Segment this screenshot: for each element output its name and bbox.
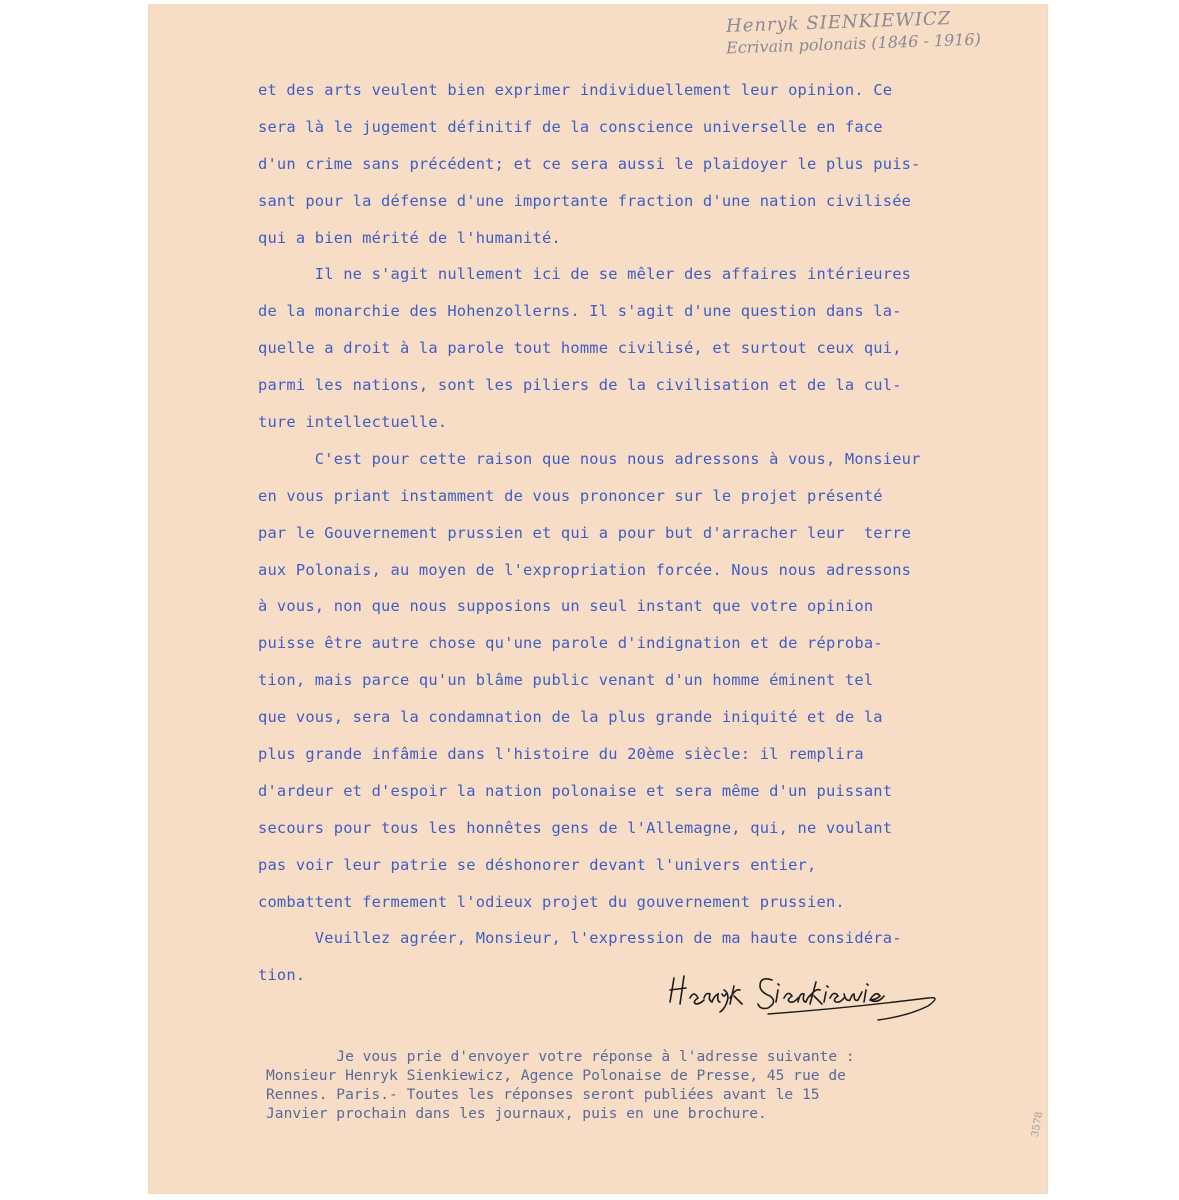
signature-image: [660, 964, 950, 1024]
letter-page: [148, 4, 1048, 1194]
body-line: en vous priant instamment de vous prononcer sur le projet présenté: [258, 486, 883, 505]
note-line: Monsieur Henryk Sienkiewicz, Agence Polonaise de Presse, 45 rue de: [266, 1067, 846, 1084]
body-line: sant pour la défense d'une importante fraction d'une nation civilisée: [258, 191, 912, 210]
body-line: combattent fermement l'odieux projet du gouvernement prussien.: [258, 892, 845, 911]
postscript-note: [266, 1047, 1026, 1123]
letter-body: [258, 72, 1028, 994]
handwritten-annotation-name: Henryk SIENKIEWICZ: [725, 8, 952, 37]
note-line: Je vous prie d'envoyer votre réponse à l'adresse suivante :: [266, 1048, 855, 1065]
signature: [660, 964, 950, 1024]
archive-mark: 3578: [1030, 1110, 1046, 1138]
body-line: tion, mais parce qu'un blâme public venant d'un homme éminent tel: [258, 671, 874, 690]
handwritten-annotation-description: Ecrivain polonais (1846 - 1916): [725, 29, 982, 58]
body-line: puisse être autre chose qu'une parole d'indignation et de réproba-: [258, 634, 883, 653]
body-line: et des arts veulent bien exprimer individuellement leur opinion. Ce: [258, 81, 893, 99]
body-line: d'un crime sans précédent; et ce sera aussi le plaidoyer le plus puis-: [258, 154, 921, 173]
body-line: que vous, sera la condamnation de la plus grande iniquité et de la: [258, 708, 883, 727]
body-line: de la monarchie des Hohenzollerns. Il s'agit d'une question dans la-: [258, 302, 902, 321]
body-line: d'ardeur et d'espoir la nation polonaise et sera même d'un puissant: [258, 781, 893, 800]
body-line: C'est pour cette raison que nous nous adressons à vous, Monsieur: [258, 449, 921, 468]
body-line: Veuillez agréer, Monsieur, l'expression de ma haute considéra-: [258, 929, 902, 948]
body-line: tion.: [258, 966, 306, 985]
body-line: pas voir leur patrie se déshonorer devant l'univers entier,: [258, 855, 817, 874]
body-line: secours pour tous les honnêtes gens de l'Allemagne, qui, ne voulant: [258, 818, 893, 837]
body-line: plus grande infâmie dans l'histoire du 20ème siècle: il remplira: [258, 745, 864, 764]
body-line: qui a bien mérité de l'humanité.: [258, 228, 561, 247]
note-line: Janvier prochain dans les journaux, puis en une brochure.: [266, 1105, 767, 1122]
body-line: aux Polonais, au moyen de l'expropriation forcée. Nous nous adressons: [258, 560, 912, 579]
body-line: ture intellectuelle.: [258, 413, 448, 432]
body-line: par le Gouvernement prussien et qui a pour but d'arracher leur terre: [258, 523, 912, 542]
body-line: parmi les nations, sont les piliers de la civilisation et de la cul-: [258, 376, 902, 395]
body-line: quelle a droit à la parole tout homme civilisé, et surtout ceux qui,: [258, 339, 902, 358]
body-line: Il ne s'agit nullement ici de se mêler des affaires intérieures: [258, 265, 912, 284]
body-line: à vous, non que nous supposions un seul instant que votre opinion: [258, 597, 874, 616]
note-line: Rennes. Paris.- Toutes les réponses seront publiées avant le 15: [266, 1086, 820, 1103]
body-line: sera là le jugement définitif de la conscience universelle en face: [258, 117, 883, 136]
